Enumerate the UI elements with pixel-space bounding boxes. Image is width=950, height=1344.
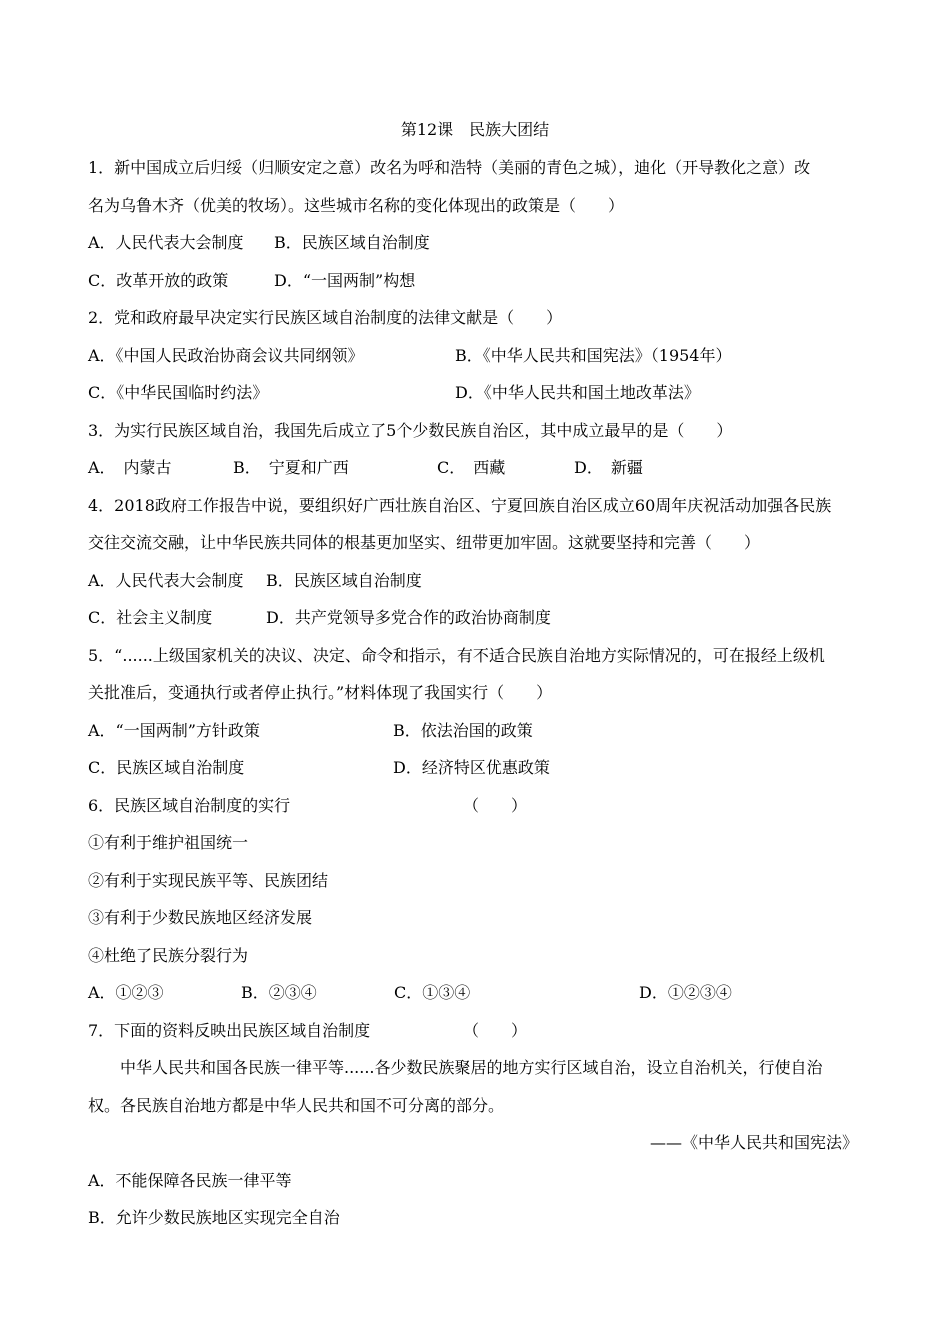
q1-option-b: B．民族区域自治制度 bbox=[274, 233, 430, 252]
q5-option-b: B．依法治国的政策 bbox=[393, 721, 533, 740]
q7-option-b: B．允许少数民族地区实现完全自治 bbox=[88, 1208, 340, 1227]
q4-option-d: D．共产党领导多党合作的政治协商制度 bbox=[266, 608, 551, 627]
q1-option-d: D．“一国两制”构想 bbox=[274, 271, 416, 290]
q6-statement-2: ②有利于实现民族平等、民族团结 bbox=[88, 871, 329, 890]
q7-quote: 中华人民共和国各民族一律平等......各少数民族聚居的地方实行区域自治，设立自治机关，行使自治 bbox=[120, 1058, 823, 1077]
q5-option-c: C．民族区域自治制度 bbox=[88, 758, 245, 777]
q7-quote-cont: 权。各民族自治地方都是中华人民共和国不可分离的部分。 bbox=[88, 1096, 505, 1115]
q5-text: 5．“......上级国家机关的决议、决定、命令和指示，有不适合民族自治地方实际情况的，可在报经上级机 bbox=[88, 646, 825, 665]
q2-option-c: C．《中华民国临时约法》 bbox=[88, 383, 269, 402]
q6-statement-1: ①有利于维护祖国统一 bbox=[88, 833, 249, 852]
q4-text-cont: 交往交流交融，让中华民族共同体的根基更加坚实、纽带更加牢固。这就要坚持和完善（ ） bbox=[88, 533, 761, 552]
q1-option-a: A．人民代表大会制度 bbox=[88, 233, 244, 252]
q3-text: 3．为实行民族区域自治，我国先后成立了5个少数民族自治区，其中成立最早的是（ ） bbox=[88, 421, 733, 440]
q6-statement-3: ③有利于少数民族地区经济发展 bbox=[88, 908, 313, 927]
q7-option-a: A．不能保障各民族一律平等 bbox=[88, 1171, 292, 1190]
q6-option-a: A．①②③ bbox=[88, 983, 164, 1002]
q6-option-c: C．①③④ bbox=[394, 983, 471, 1002]
q2-option-a: A．《中国人民政治协商会议共同纲领》 bbox=[88, 346, 364, 365]
q6-option-b: B．②③④ bbox=[241, 983, 317, 1002]
q6-answer-paren: （ ） bbox=[463, 796, 528, 815]
q2-option-b: B．《中华人民共和国宪法》（1954年） bbox=[455, 346, 732, 365]
q2-option-d: D．《中华人民共和国土地改革法》 bbox=[455, 383, 700, 402]
q7-quote-source: ——《中华人民共和国宪法》 bbox=[649, 1133, 858, 1152]
q5-option-d: D．经济特区优惠政策 bbox=[393, 758, 550, 777]
q3-option-c: C． 西藏 bbox=[437, 458, 506, 477]
q5-text-cont: 关批准后，变通执行或者停止执行。”材料体现了我国实行（ ） bbox=[88, 683, 553, 702]
q4-option-a: A．人民代表大会制度 bbox=[88, 571, 244, 590]
q1-option-c: C．改革开放的政策 bbox=[88, 271, 229, 290]
q2-text: 2．党和政府最早决定实行民族区域自治制度的法律文献是（ ） bbox=[88, 308, 563, 327]
q6-statement-4: ④杜绝了民族分裂行为 bbox=[88, 946, 249, 965]
q3-option-d: D． 新疆 bbox=[574, 458, 643, 477]
q5-option-a: A．“一国两制”方针政策 bbox=[88, 721, 260, 740]
q3-option-b: B． 宁夏和广西 bbox=[233, 458, 349, 477]
q4-text: 4．2018政府工作报告中说，要组织好广西壮族自治区、宁夏回族自治区成立60周年庆祝活动加强各民族 bbox=[88, 496, 832, 515]
q4-option-b: B．民族区域自治制度 bbox=[266, 571, 422, 590]
q7-text: 7．下面的资料反映出民族区域自治制度 bbox=[88, 1021, 371, 1040]
q6-option-d: D．①②③④ bbox=[639, 983, 732, 1002]
q4-option-c: C．社会主义制度 bbox=[88, 608, 213, 627]
q3-option-a: A． 内蒙古 bbox=[88, 458, 172, 477]
q7-answer-paren: （ ） bbox=[463, 1021, 528, 1040]
lesson-title: 第12课 民族大团结 bbox=[400, 120, 550, 139]
q1-text-cont: 名为乌鲁木齐（优美的牧场）。这些城市名称的变化体现出的政策是（ ） bbox=[88, 196, 625, 215]
q1-text: 1．新中国成立后归绥（归顺安定之意）改名为呼和浩特（美丽的青色之城），迪化（开导教化之意）改 bbox=[88, 158, 811, 177]
q6-text: 6．民族区域自治制度的实行 bbox=[88, 796, 291, 815]
